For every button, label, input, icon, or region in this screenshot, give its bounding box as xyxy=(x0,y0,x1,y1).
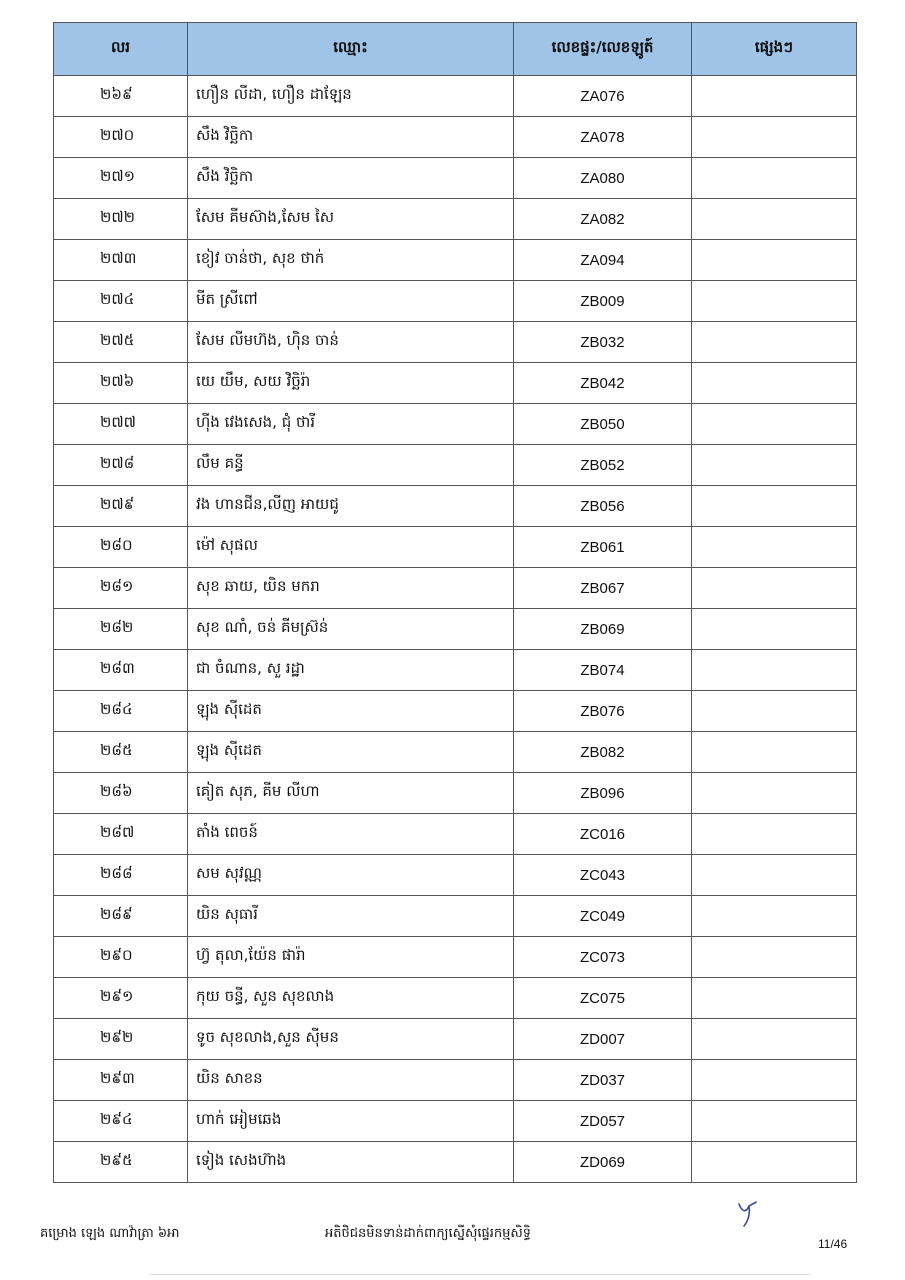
table-row xyxy=(54,773,857,814)
row-number-cell: ២៩៤ xyxy=(54,1101,188,1142)
header-no: លរ xyxy=(54,23,188,76)
notes-cell xyxy=(692,76,857,117)
lot-code-cell: ZA078 xyxy=(514,117,692,158)
customer-name-cell: សែម លីមហ៊ង, ហ៊ិន ចាន់ xyxy=(188,322,514,363)
notes-cell xyxy=(692,1101,857,1142)
row-number-cell: ២៨៣ xyxy=(54,650,188,691)
table-row xyxy=(54,650,857,691)
customer-name-cell: យិន សាខន xyxy=(188,1060,514,1101)
footer-project: គម្រោង ឡេង ណាវ៉ាត្រា ៦អា xyxy=(40,1226,180,1241)
table-row xyxy=(54,568,857,609)
customer-name-cell: តាំង ពេចន៍ xyxy=(188,814,514,855)
notes-cell xyxy=(692,937,857,978)
row-number-cell: ២៧០ xyxy=(54,117,188,158)
customer-name-cell: សឹង វិច្ឆិកា xyxy=(188,117,514,158)
table-header-row xyxy=(54,23,857,76)
row-number-cell: ២៨១ xyxy=(54,568,188,609)
lot-code-cell: ZC049 xyxy=(514,896,692,937)
customer-name-cell: ឡុង ស៊ីដេត xyxy=(188,691,514,732)
table-body xyxy=(54,76,857,1183)
notes-cell xyxy=(692,1019,857,1060)
table-row xyxy=(54,240,857,281)
notes-cell xyxy=(692,240,857,281)
customer-name-cell: ហឿន លីដា, ហឿន ដាឡែន xyxy=(188,76,514,117)
lot-code-cell: ZD007 xyxy=(514,1019,692,1060)
customer-name-cell: យិន សុធារី xyxy=(188,896,514,937)
table-row xyxy=(54,281,857,322)
lot-code-cell: ZA076 xyxy=(514,76,692,117)
table-row xyxy=(54,76,857,117)
lot-code-cell: ZB050 xyxy=(514,404,692,445)
header-house-lot-number: លេខផ្ទះ/លេខឡូត៍ xyxy=(514,23,692,76)
table-row xyxy=(54,855,857,896)
notes-cell xyxy=(692,855,857,896)
row-number-cell: ២៧៥ xyxy=(54,322,188,363)
customer-name-cell: ទូច សុខលាង,សួន ស៊ីមន xyxy=(188,1019,514,1060)
lot-code-cell: ZB074 xyxy=(514,650,692,691)
customer-name-cell: សែម គីមស៊ាង,សែម សៃ xyxy=(188,199,514,240)
row-number-cell: ២៨៥ xyxy=(54,732,188,773)
lot-code-cell: ZB042 xyxy=(514,363,692,404)
notes-cell xyxy=(692,609,857,650)
footer-title: អតិថិជនមិនទាន់ដាក់ពាក្យស្នើសុំផ្ទេរកម្មសិទ្ធិ xyxy=(325,1226,532,1241)
row-number-cell: ២៧៨ xyxy=(54,445,188,486)
notes-cell xyxy=(692,322,857,363)
lot-code-cell: ZC016 xyxy=(514,814,692,855)
lot-code-cell: ZC073 xyxy=(514,937,692,978)
notes-cell xyxy=(692,814,857,855)
page-number: 11/46 xyxy=(818,1237,848,1251)
notes-cell xyxy=(692,1142,857,1183)
handwritten-initial xyxy=(735,1198,761,1230)
lot-code-cell: ZB032 xyxy=(514,322,692,363)
notes-cell xyxy=(692,117,857,158)
notes-cell xyxy=(692,650,857,691)
notes-cell xyxy=(692,445,857,486)
customer-name-cell: សម សុវណ្ណ xyxy=(188,855,514,896)
lot-code-cell: ZC075 xyxy=(514,978,692,1019)
row-number-cell: ២៧៣ xyxy=(54,240,188,281)
lot-code-cell: ZB056 xyxy=(514,486,692,527)
table-row xyxy=(54,814,857,855)
customer-name-cell: សុខ ឆាយ, យិន មករា xyxy=(188,568,514,609)
customer-name-cell: គៀត សុភ, គីម លីហា xyxy=(188,773,514,814)
table-row xyxy=(54,199,857,240)
customer-name-cell: លឹម គន្ធី xyxy=(188,445,514,486)
notes-cell xyxy=(692,281,857,322)
table-row xyxy=(54,158,857,199)
table-row xyxy=(54,1019,857,1060)
row-number-cell: ២៩៥ xyxy=(54,1142,188,1183)
customer-name-cell: ខៀវ ចាន់ថា, សុខ ថាក់ xyxy=(188,240,514,281)
lot-code-cell: ZD057 xyxy=(514,1101,692,1142)
bottom-divider xyxy=(150,1274,810,1275)
notes-cell xyxy=(692,158,857,199)
notes-cell xyxy=(692,773,857,814)
table-row xyxy=(54,1142,857,1183)
table-row xyxy=(54,445,857,486)
lot-code-cell: ZD037 xyxy=(514,1060,692,1101)
customer-name-cell: ហាក់ អៀមឆេង xyxy=(188,1101,514,1142)
table-row xyxy=(54,691,857,732)
customer-name-cell: ហ៊្វ តុលា,យ៉ែន ផារ៉ា xyxy=(188,937,514,978)
notes-cell xyxy=(692,527,857,568)
row-number-cell: ២៨២ xyxy=(54,609,188,650)
customer-name-cell: ម៉ៅ សុផល xyxy=(188,527,514,568)
row-number-cell: ២៧១ xyxy=(54,158,188,199)
lot-code-cell: ZB009 xyxy=(514,281,692,322)
lot-code-cell: ZA082 xyxy=(514,199,692,240)
table-row xyxy=(54,609,857,650)
notes-cell xyxy=(692,404,857,445)
table-row xyxy=(54,896,857,937)
row-number-cell: ២៧៧ xyxy=(54,404,188,445)
row-number-cell: ២៩១ xyxy=(54,978,188,1019)
row-number-cell: ២៩២ xyxy=(54,1019,188,1060)
lot-code-cell: ZC043 xyxy=(514,855,692,896)
lot-code-cell: ZA080 xyxy=(514,158,692,199)
lot-code-cell: ZB067 xyxy=(514,568,692,609)
table-row xyxy=(54,404,857,445)
table-row xyxy=(54,1101,857,1142)
row-number-cell: ២៨៦ xyxy=(54,773,188,814)
notes-cell xyxy=(692,363,857,404)
header-name: ឈ្មោះ xyxy=(188,23,514,76)
table-row xyxy=(54,363,857,404)
table-row xyxy=(54,527,857,568)
customer-name-cell: យេ យឹម, សយ វិច្ឆិរ៉ា xyxy=(188,363,514,404)
row-number-cell: ២៨៧ xyxy=(54,814,188,855)
customer-name-cell: កុយ ចន្ធី, សួន សុខលាង xyxy=(188,978,514,1019)
table-row xyxy=(54,937,857,978)
notes-cell xyxy=(692,691,857,732)
notes-cell xyxy=(692,568,857,609)
customer-name-cell: មីត ស្រីពៅ xyxy=(188,281,514,322)
lot-code-cell: ZD069 xyxy=(514,1142,692,1183)
row-number-cell: ២៧២ xyxy=(54,199,188,240)
lot-code-cell: ZA094 xyxy=(514,240,692,281)
lot-code-cell: ZB052 xyxy=(514,445,692,486)
customer-table xyxy=(53,22,857,1183)
notes-cell xyxy=(692,978,857,1019)
customer-name-cell: សុខ ណាំ, ចន់ គីមស្រ៊ន់ xyxy=(188,609,514,650)
lot-code-cell: ZB076 xyxy=(514,691,692,732)
notes-cell xyxy=(692,896,857,937)
header-notes: ផ្សេងៗ xyxy=(692,23,857,76)
row-number-cell: ២៧៦ xyxy=(54,363,188,404)
row-number-cell: ២៨៩ xyxy=(54,896,188,937)
notes-cell xyxy=(692,732,857,773)
lot-code-cell: ZB082 xyxy=(514,732,692,773)
customer-name-cell: សឹង វិច្ឆិកា xyxy=(188,158,514,199)
row-number-cell: ២៨៨ xyxy=(54,855,188,896)
row-number-cell: ២៨៤ xyxy=(54,691,188,732)
notes-cell xyxy=(692,1060,857,1101)
row-number-cell: ២៧៩ xyxy=(54,486,188,527)
customer-name-cell: ឡុង ស៊ីដេត xyxy=(188,732,514,773)
table-row xyxy=(54,322,857,363)
lot-code-cell: ZB096 xyxy=(514,773,692,814)
customer-name-cell: ជា ចំណាន, សួ រដ្ឋា xyxy=(188,650,514,691)
notes-cell xyxy=(692,199,857,240)
table-row xyxy=(54,732,857,773)
row-number-cell: ២៨០ xyxy=(54,527,188,568)
row-number-cell: ២៦៩ xyxy=(54,76,188,117)
row-number-cell: ២៩០ xyxy=(54,937,188,978)
table-row xyxy=(54,117,857,158)
table-row xyxy=(54,486,857,527)
customer-name-cell: ហ៊ីង វេងសេង, ជុំ ថារី xyxy=(188,404,514,445)
lot-code-cell: ZB061 xyxy=(514,527,692,568)
table-row xyxy=(54,1060,857,1101)
row-number-cell: ២៧៤ xyxy=(54,281,188,322)
customer-name-cell: ទៀង សេងហ៊ាង xyxy=(188,1142,514,1183)
lot-code-cell: ZB069 xyxy=(514,609,692,650)
customer-name-cell: វង ហានជីន,លីញ អាយជូ xyxy=(188,486,514,527)
table-row xyxy=(54,978,857,1019)
row-number-cell: ២៩៣ xyxy=(54,1060,188,1101)
notes-cell xyxy=(692,486,857,527)
